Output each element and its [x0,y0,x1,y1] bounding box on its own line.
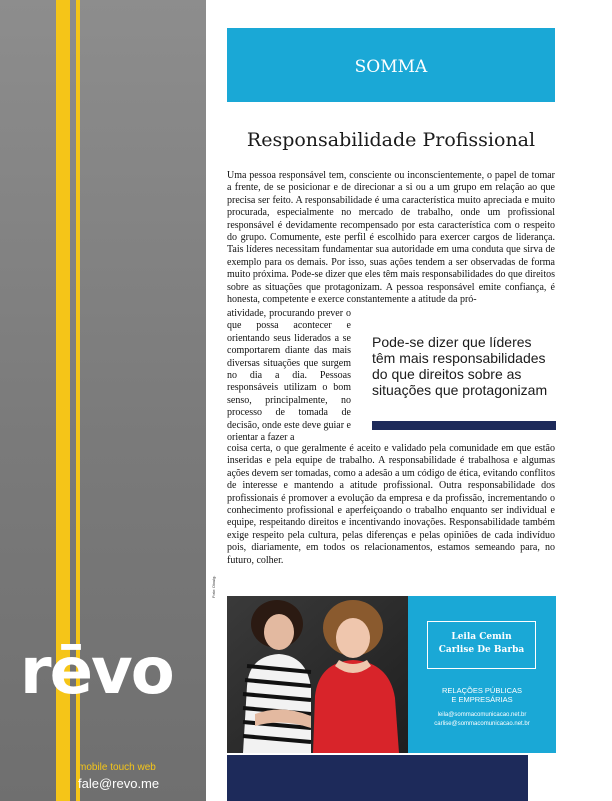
contact-panel [408,596,556,753]
portrait-photo [227,596,408,753]
article-paragraph-2: atividade, procurando prever o que possa acontecer e orientando seus liderados a se comportarem diante das mais diversas situações que surgem no dia a dia. Pessoas responsáveis utilizam o bom senso, principalmente, no processo de tomada de decisão, onde este deve guiar e orientar a fazer a [227,308,351,444]
role-line-1: RELAÇÕES PÚBLICAS [441,686,523,695]
portrait-illustration [227,596,408,753]
sidebar [0,0,206,801]
pull-quote-bar [372,421,556,430]
pull-quote: Pode-se dizer que líderes têm mais responsabilidades do que direitos sobre as situações que protagonizam [372,334,548,398]
footer-band [227,755,528,801]
article-paragraph-3: coisa certa, o que geralmente é aceito e validado pela comunidade em que estão inseridas e pela equipe de trabalho. A responsabilidade é trabalhosa e algumas ações devem ser tomadas, como a adesão a um código de ética, evitando conflitos de interesse e mantendo a atitude profissional. Outra responsabilidade dos profissionais é promover a evolução da empresa e da profissão, incrementando o conhecimento profissional e aperfeiçoando o trabalho enquanto ser individual e equipe, respeitando direitos e incentivando inovações. Responsabilidade também exige respeito pela cultura, pelas diferenças e pelas opiniões de cada indivíduo pois, diariamente, em todos os relacionamentos, estamos semeando para, no futuro, colher. [227,443,555,566]
revo-tagline: mobile touch web [78,762,156,773]
photo-credit: Foto: Divulg. [211,575,216,598]
email-leila-link[interactable]: leila@sommacomunicacao.net.br [437,712,527,718]
name-carlise: Carlise De Barba [438,645,525,655]
header-band [227,28,555,102]
role-line-2: E EMPRESÁRIAS [451,695,513,704]
names-box [427,621,536,669]
revo-logo: rēvo [20,635,173,709]
email-carlise-link[interactable]: carlise@sommacomunicacao.net.br [434,721,530,727]
revo-email-link[interactable]: fale@revo.me [78,776,160,791]
brand-title: SOMMA [354,57,428,77]
article-title: Responsabilidade Profissional [246,129,536,151]
name-leila: Leila Cemin [451,632,512,642]
article-paragraph-1: Uma pessoa responsável tem, consciente ou inconscientemente, o papel de tomar a frente, de se posicionar e de direcionar a si ou a um grupo em relação ao que precisa ser feito. A responsabilidade é uma característica muito apreciada e muito procurada, especialmente no mercado de trabalho, onde um profissional responsável é devidamente recompensado por esta característica com o respeito do grupo. Comumente, este perfil é escolhido para exercer cargos de liderança. Tais líderes necessitam fundamentar sua autoridade em uma conduta que sirva de exemplo para os demais. Por isso, suas ações tendem a ser observadas de forma muito próxima. Pode-se dizer que eles têm mais responsabilidades do que direitos sobre as situações que protagonizam. A pessoa responsável emite confiança, é honesta, competente e exerce constantemente a atitude da pró- [227,170,555,306]
